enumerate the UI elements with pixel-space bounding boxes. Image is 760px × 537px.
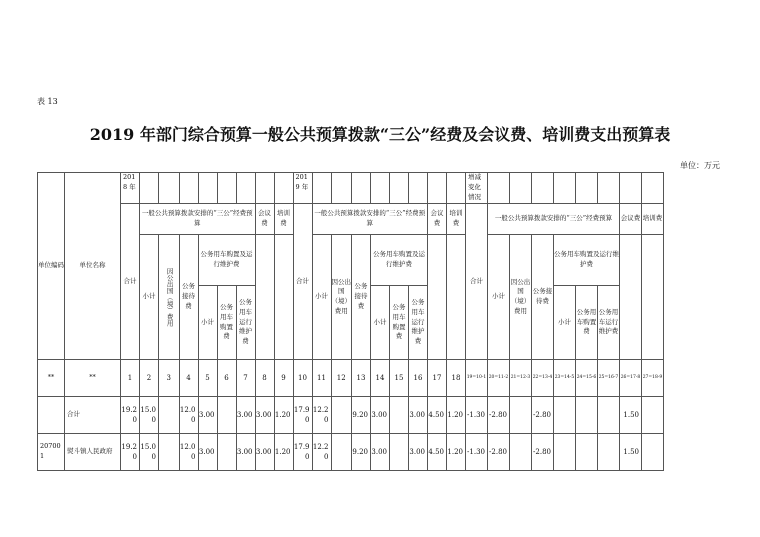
header-total-2018: 合计 [121, 204, 140, 360]
column-number: 25=16-7 [598, 360, 620, 397]
header-training-change: 培训费 [642, 204, 664, 235]
header-vehicle-run-2019: 公务用车运行维护费 [409, 286, 428, 360]
column-number: 13 [352, 360, 371, 397]
value-cell [390, 434, 409, 471]
value-cell: -2.80 [488, 434, 510, 471]
header-vehicle-buy-2019: 公务用车购置费 [390, 286, 409, 360]
value-cell: 12.00 [179, 397, 198, 434]
column-number: 24=15-6 [576, 360, 598, 397]
column-number: 27=18-9 [642, 360, 664, 397]
column-number: 22=13-4 [532, 360, 554, 397]
value-cell: -2.80 [532, 434, 554, 471]
header-abroad-2019: 因公出国（境）费用 [331, 235, 352, 360]
header-reception-2019: 公务接待费 [352, 235, 371, 360]
column-number: 10 [293, 360, 312, 397]
data-body [38, 397, 664, 471]
column-number: 14 [371, 360, 390, 397]
column-number: 12 [331, 360, 352, 397]
value-cell [554, 397, 576, 434]
value-cell [510, 397, 532, 434]
unit-code-cell [38, 397, 65, 434]
header-row-groups [38, 204, 664, 235]
value-cell: 12.00 [179, 434, 198, 471]
column-number: ** [65, 360, 121, 397]
unit-label: 单位：万元 [680, 161, 720, 170]
header-vehicle-subtotal-2018: 小计 [198, 286, 217, 360]
value-cell [331, 434, 352, 471]
table-row [38, 434, 664, 471]
value-cell: 4.50 [428, 434, 447, 471]
header-row-years [38, 173, 664, 204]
header-sangong-2018: 一般公共预算拨款安排的“三公”经费预算 [140, 204, 256, 235]
value-cell: 1.20 [274, 434, 293, 471]
value-cell [598, 434, 620, 471]
table-number: 表 13 [37, 97, 58, 106]
header-subtotal-2019: 小计 [312, 235, 331, 360]
column-number: 7 [236, 360, 255, 397]
unit-name-cell: 合计 [65, 397, 121, 434]
column-number: 18 [447, 360, 466, 397]
value-cell: 1.20 [447, 397, 466, 434]
column-number: 21=12-3 [510, 360, 532, 397]
value-cell: 3.00 [236, 434, 255, 471]
header-2018: 2018 年 [121, 173, 140, 204]
value-cell [159, 434, 180, 471]
value-cell: -2.80 [488, 397, 510, 434]
column-number: 5 [198, 360, 217, 397]
value-cell: 3.00 [409, 434, 428, 471]
column-number: 16 [409, 360, 428, 397]
header-vehicle-run-change: 公务用车运行维护费 [598, 286, 620, 360]
header-vehicle-buy-change: 公务用车购置费 [576, 286, 598, 360]
column-number: 23=14-5 [554, 360, 576, 397]
value-cell: 3.00 [371, 397, 390, 434]
header-change: 增减变化情况 [466, 173, 488, 204]
value-cell [510, 434, 532, 471]
value-cell [576, 434, 598, 471]
value-cell: 9.20 [352, 434, 371, 471]
header-meeting-2018: 会议费 [255, 204, 274, 235]
value-cell: 12.20 [312, 397, 331, 434]
column-number: 6 [217, 360, 236, 397]
column-number: 9 [274, 360, 293, 397]
value-cell: 1.50 [620, 434, 642, 471]
header-subtotal-2018: 小计 [140, 235, 159, 360]
value-cell: 3.00 [198, 397, 217, 434]
header-sangong-change: 一般公共预算拨款安排的“三公”经费预算 [488, 204, 620, 235]
value-cell: 17.90 [293, 397, 312, 434]
value-cell: 3.00 [236, 397, 255, 434]
header-subtotal-change: 小计 [488, 235, 510, 360]
value-cell: 15.00 [140, 434, 159, 471]
column-number: 20=11-2 [488, 360, 510, 397]
budget-table-wrap [37, 172, 664, 471]
value-cell: -1.30 [466, 397, 488, 434]
value-cell [159, 397, 180, 434]
header-vehicle-run-2018: 公务用车运行维护费 [236, 286, 255, 360]
value-cell [554, 434, 576, 471]
value-cell [217, 434, 236, 471]
header-meeting-2019: 会议费 [428, 204, 447, 235]
column-number: 8 [255, 360, 274, 397]
header-vehicle-2019: 公务用车购置及运行维护费 [371, 235, 428, 286]
header-vehicle-change: 公务用车购置及运行维护费 [554, 235, 620, 286]
header-vehicle-subtotal-change: 小计 [554, 286, 576, 360]
header-abroad-change: 因公出国（境）费用 [510, 235, 532, 360]
value-cell: 3.00 [255, 397, 274, 434]
header-abroad-2018: 因公出国（境）费用 [159, 235, 180, 360]
header-total-change: 合计 [466, 204, 488, 360]
number-row [38, 360, 664, 397]
header-total-2019: 合计 [293, 204, 312, 360]
value-cell [642, 397, 664, 434]
value-cell: 3.00 [371, 434, 390, 471]
value-cell [598, 397, 620, 434]
value-cell [642, 434, 664, 471]
value-cell [390, 397, 409, 434]
column-number: 11 [312, 360, 331, 397]
header-vehicle-subtotal-2019: 小计 [371, 286, 390, 360]
value-cell: 9.20 [352, 397, 371, 434]
budget-table [37, 172, 664, 471]
header-unit-name: 单位名称 [65, 173, 121, 360]
header-training-2019: 培训费 [447, 204, 466, 235]
value-cell [331, 397, 352, 434]
page-title: 2019 年部门综合预算一般公共预算拨款“三公”经费及会议费、培训费支出预算表 [89, 125, 671, 144]
value-cell: 12.20 [312, 434, 331, 471]
column-number: 1 [121, 360, 140, 397]
column-number: 2 [140, 360, 159, 397]
header-vehicle-2018: 公务用车购置及运行维护费 [198, 235, 255, 286]
value-cell: 19.20 [121, 434, 140, 471]
value-cell: 4.50 [428, 397, 447, 434]
unit-name-cell: 熨斗镇人民政府 [65, 434, 121, 471]
header-training-2018: 培训费 [274, 204, 293, 235]
value-cell: 3.00 [198, 434, 217, 471]
value-cell: -1.30 [466, 434, 488, 471]
column-number: 19=10-1 [466, 360, 488, 397]
value-cell: 15.00 [140, 397, 159, 434]
header-meeting-change: 会议费 [620, 204, 642, 235]
value-cell [217, 397, 236, 434]
header-unit-code: 单位编码 [38, 173, 65, 360]
header-reception-2018: 公务接待费 [179, 235, 198, 360]
header-reception-change: 公务接待费 [532, 235, 554, 360]
column-number: 15 [390, 360, 409, 397]
value-cell: 1.20 [447, 434, 466, 471]
value-cell: 3.00 [255, 434, 274, 471]
column-number: ** [38, 360, 65, 397]
value-cell: 1.20 [274, 397, 293, 434]
column-number: 26=17-8 [620, 360, 642, 397]
unit-code-cell: 207001 [38, 434, 65, 471]
value-cell: 19.20 [121, 397, 140, 434]
column-number: 4 [179, 360, 198, 397]
header-vehicle-buy-2018: 公务用车购置费 [217, 286, 236, 360]
value-cell [576, 397, 598, 434]
value-cell: 3.00 [409, 397, 428, 434]
value-cell: -2.80 [532, 397, 554, 434]
header-sangong-2019: 一般公共预算拨款安排的“三公”经费预算 [312, 204, 428, 235]
header-2019: 2019 年 [293, 173, 312, 204]
column-number: 17 [428, 360, 447, 397]
value-cell: 1.50 [620, 397, 642, 434]
value-cell: 17.90 [293, 434, 312, 471]
table-row [38, 397, 664, 434]
column-number: 3 [159, 360, 180, 397]
